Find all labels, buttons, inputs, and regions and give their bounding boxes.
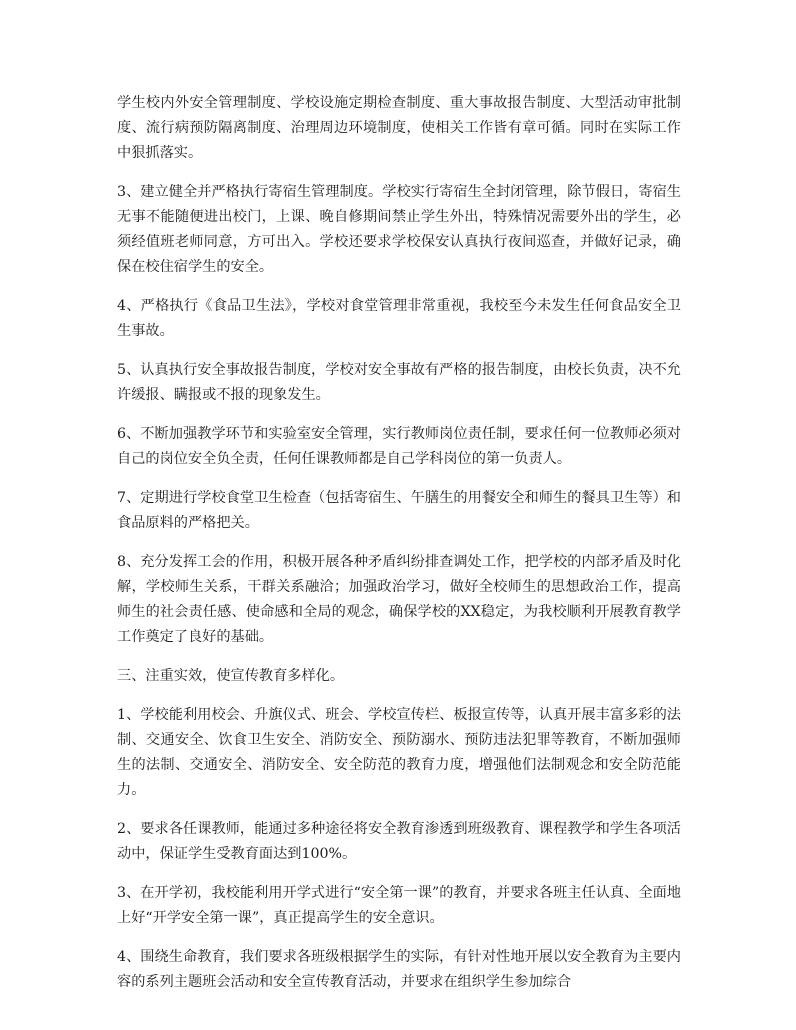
section-heading: 三、注重实效，使宣传教育多样化。: [117, 668, 345, 684]
paragraph-10: 3、在开学初，我校能利用开学式进行“安全第一课”的教育，并要求各班主任认真、全面地上好“开学安全第一课”，真正提高学生的安全意识。: [117, 885, 681, 926]
document-body: [117, 91, 681, 1009]
paragraph-9: 2、要求各任课教师，能通过多种途径将安全教育渗透到班级教育、课程教学和学生各项活动中，保证学生受教育面达到100%。: [117, 821, 681, 862]
paragraph-3: 4、严格执行《食品卫生法》，学校对食堂管理非常重视，我校至今未发生任何食品安全卫生事故。: [117, 298, 681, 339]
paragraph-2: 3、建立健全并严格执行寄宿生管理制度。学校实行寄宿生全封闭管理，除节假日，寄宿生无事不能随便进出校门，上课、晚自修期间禁止学生外出，特殊情况需要外出的学生，必须经值班老师同意，方可出入。学校还要求学校保安认真执行夜间巡查，并做好记录，确保在校住宿学生的安全。: [117, 184, 681, 275]
paragraph-7: 8、充分发挥工会的作用，积极开展各种矛盾纠纷排查调处工作，把学校的内部矛盾及时化解，学校师生关系，干群关系融洽；加强政治学习，做好全校师生的思想政治工作，提高师生的社会责任感、使命感和全局的观念，确保学校的XX稳定，为我校顺利开展教育教学工作奠定了良好的基础。: [117, 554, 681, 645]
paragraph-5: 6、不断加强教学环节和实验室安全管理，实行教师岗位责任制，要求任何一位教师必须对自己的岗位安全负全责，任何任课教师都是自己学科岗位的第一负责人。: [117, 426, 681, 467]
paragraph-8: 1、学校能利用校会、升旗仪式、班会、学校宣传栏、板报宣传等，认真开展丰富多彩的法制、交通安全、饮食卫生安全、消防安全、预防溺水、预防违法犯罪等教育，不断加强师生的法制、交通安全、消防安全、安全防范的教育力度，增强他们法制观念和安全防范能力。: [117, 707, 681, 798]
paragraph-6: 7、定期进行学校食堂卫生检查（包括寄宿生、午膳生的用餐安全和师生的餐具卫生等）和食品原料的严格把关。: [117, 490, 681, 531]
paragraph-1: 学生校内外安全管理制度、学校设施定期检查制度、重大事故报告制度、大型活动审批制度、流行病预防隔离制度、治理周边环境制度，使相关工作皆有章可循。同时在实际工作中狠抓落实。: [117, 95, 681, 161]
paragraph-4: 5、认真执行安全事故报告制度，学校对安全事故有严格的报告制度，由校长负责，决不允许缓报、瞒报或不报的现象发生。: [117, 362, 681, 403]
paragraph-11: 4、围绕生命教育，我们要求各班级根据学生的实际，有针对性地开展以安全教育为主要内容的系列主题班会活动和安全宣传教育活动，并要求在组织学生参加综合: [117, 949, 681, 990]
